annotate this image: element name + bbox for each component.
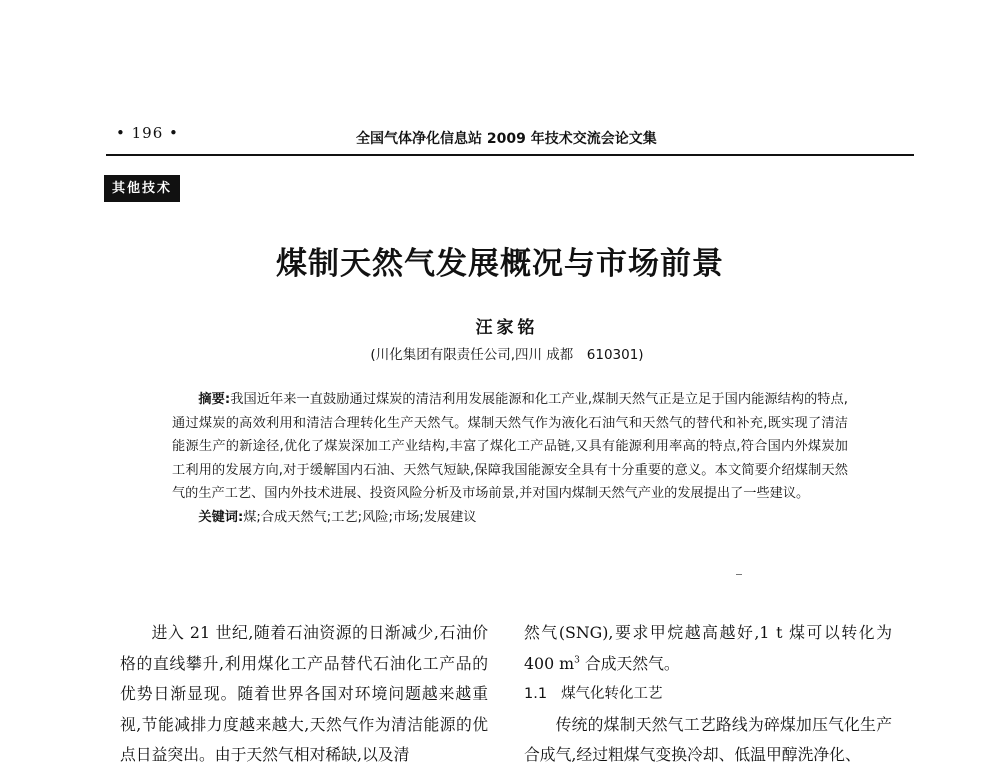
running-title: 全国气体净化信息站 2009 年技术交流会论文集 [356, 131, 657, 147]
abstract-block [172, 388, 848, 530]
section-tag: 其他技术 [104, 175, 180, 202]
superscript-3: 3 [574, 655, 580, 666]
keywords-line [172, 506, 848, 530]
author-name: 汪家铭 [475, 318, 539, 338]
abstract-text: 我国近年来一直鼓励通过煤炭的清洁利用发展能源和化工产业,煤制天然气正是立足于国内能源结构的特点,通过煤炭的高效利用和清洁合理转化生产天然气。煤制天然气作为液化石油气和天然气的替代和补充,既实现了清洁能源生产的新途径,优化了煤炭深加工产业结构,丰富了煤化工产品链,又具有能源利用率高的特点,符合国内外煤炭加工利用的发展方向,对于缓解国内石油、天然气短缺,保障我国能源安全具有十分重要的意义。本文简要介绍煤制天然气的生产工艺、国内外技术进展、投资风险分析及市场前景,并对国内煤制天然气产业的发展提出了一些建议。 [172, 392, 848, 502]
abstract-label: 摘要: [198, 392, 231, 407]
subsection-heading [524, 679, 892, 710]
stray-mark [736, 574, 742, 575]
affiliation: (川化集团有限责任公司,四川 成都 610301) [370, 347, 644, 363]
continuation-text-b: 合成天然气。 [579, 653, 680, 673]
subsection-title: 煤气化转化工艺 [561, 686, 663, 703]
right-column [524, 618, 892, 771]
continuation-text-a: 然气(SNG),要求甲烷越高越好,1 t 煤可以转化为 400 m [524, 623, 892, 673]
intro-paragraph: 进入 21 世纪,随着石油资源的日渐减少,石油价格的直线攀升,利用煤化工产品替代石油化工产品的优势日渐显现。随着世界各国对环境问题越来越重视,节能减排力度越来越大,天然气作为清洁能源的优点日益突出。由于天然气相对稀缺,以及清 [120, 623, 488, 765]
header-rule [106, 154, 914, 156]
process-paragraph: 传统的煤制天然气工艺路线为碎煤加压气化生产合成气,经过粗煤气变换冷却、低温甲醇洗净化、 [524, 714, 892, 765]
abstract-paragraph [172, 388, 848, 506]
keywords-label: 关键词: [198, 509, 244, 525]
paper-title: 煤制天然气发展概况与市场前景 [276, 246, 724, 282]
page-number: • 196 • [116, 124, 179, 142]
continuation-paragraph [524, 618, 892, 679]
left-column [120, 618, 488, 771]
keywords-text: 煤;合成天然气;工艺;风险;市场;发展建议 [243, 509, 477, 525]
subsection-number: 1.1 [524, 686, 548, 703]
